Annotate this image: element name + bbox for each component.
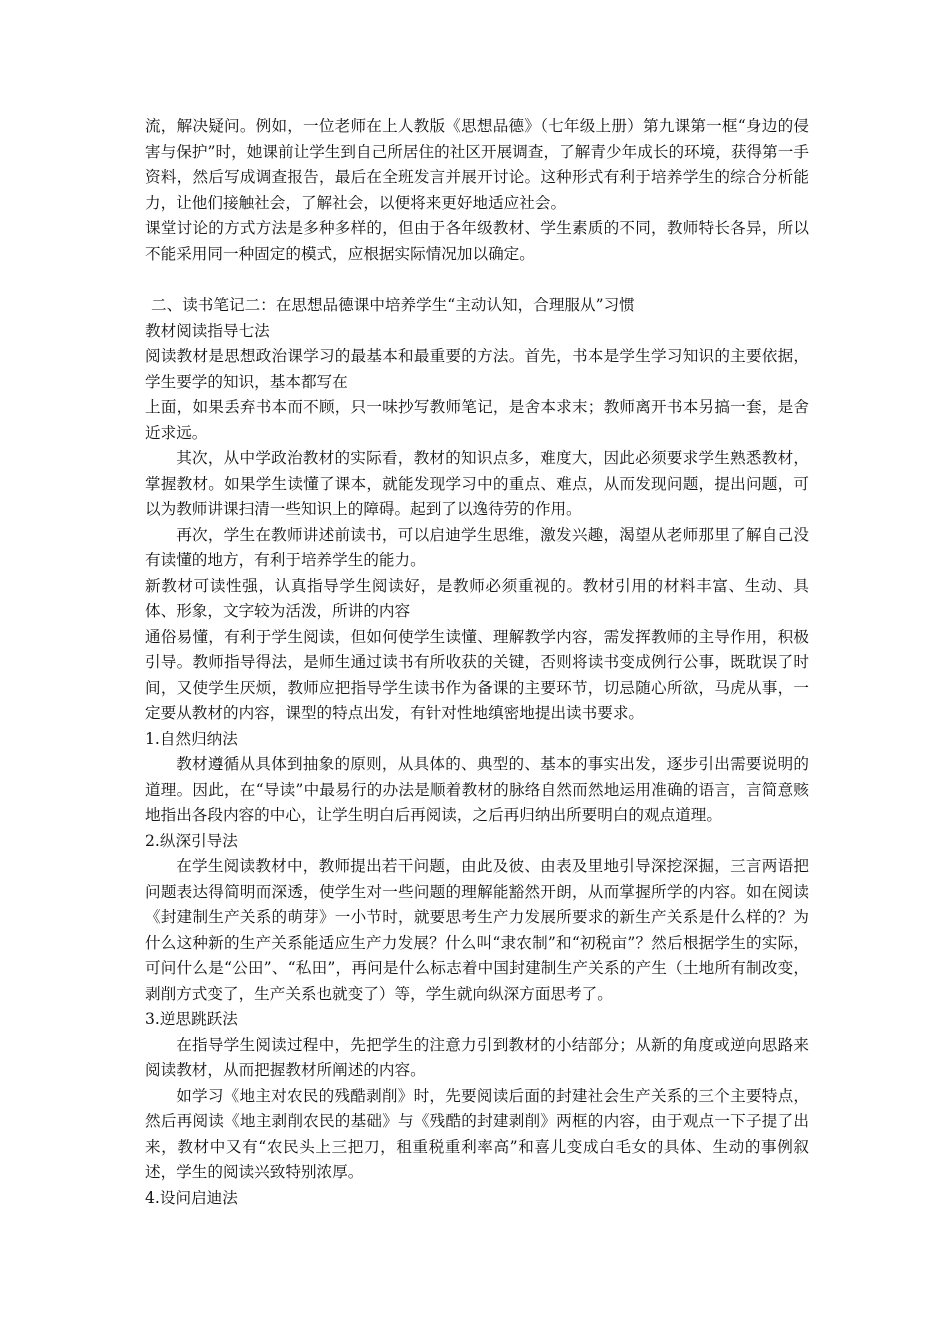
section-heading-reading-notes: 二、读书笔记二：在思想品德课中培养学生“主动认知，合理服从”习惯 <box>151 296 635 314</box>
document-body <box>145 114 809 1211</box>
method-heading-2: 2.纵深引导法 <box>145 831 238 850</box>
method-heading-3: 3.逆思跳跃法 <box>145 1010 238 1028</box>
paragraph-reading-importance-cont: 上面，如果丢弃书本而不顾，只一味抄写教师笔记，是舍本求末；教师离开书本另搞一套，是舍近求远。 <box>145 398 809 442</box>
paragraph-reading-importance: 阅读教材是思想政治课学习的最基本和最重要的方法。首先，书本是学生学习知识的主要依据，学生要学的知识，基本都写在 <box>145 347 809 391</box>
paragraph-third-reason: 再次，学生在教师讲述前读书，可以启迪学生思维，激发兴趣，渴望从老师那里了解自己没有读懂的地方，有利于培养学生的能力。 <box>145 525 809 569</box>
paragraph-second-reason: 其次，从中学政治教材的实际看，教材的知识点多，难度大，因此必须要求学生熟悉教材，掌握教材。如果学生读懂了课本，就能发现学习中的重点、难点，从而发现问题，提出问题，可以为教师讲课扫清一些知识上的障碍。起到了以逸待劳的作用。 <box>145 449 809 518</box>
method-heading-1: 1.自然归纳法 <box>145 729 238 748</box>
paragraph-investigation-example: 流，解决疑问。例如，一位老师在上人教版《思想品德》（七年级上册）第九课第一框“身边的侵害与保护”时，她课前让学生到自己所居住的社区开展调查，了解青少年成长的环境，获得第一手资料，然后写成调查报告，最后在全班发言并展开讨论。这种形式有利于培养学生的综合分析能力，让他们接触社会，了解社会，以便将来更好地适应社会。 <box>145 117 809 212</box>
blank-line <box>145 267 809 293</box>
paragraph-discussion-methods: 课堂讨论的方式方法是多种多样的，但由于各年级教材、学生素质的不同，教师特长各异，所以不能采用同一种固定的模式，应根据实际情况加以确定。 <box>145 219 809 263</box>
method-heading-4: 4.设问启迪法 <box>145 1188 238 1207</box>
method-body-3-example: 如学习《地主对农民的残酷剥削》时，先要阅读后面的封建社会生产关系的三个主要特点，然后再阅读《地主剥削农民的基础》与《残酷的封建剥削》两框的内容，由于观点一下子提了出来，教材中又有“农民头上三把刀，租重税重利率高”和喜儿变成白毛女的具体、生动的事例叙述，学生的阅读兴致特别浓厚。 <box>145 1086 809 1181</box>
paragraph-new-textbook: 新教材可读性强，认真指导学生阅读好，是教师必须重视的。教材引用的材料丰富、生动、具体、形象，文字较为活泼，所讲的内容 <box>145 576 809 620</box>
paragraph-teacher-guidance: 通俗易懂，有利于学生阅读，但如何使学生读懂、理解教学内容，需发挥教师的主导作用，积极引导。教师指导得法，是师生通过读书有所收获的关键，否则将读书变成例行公事，既耽误了时间，又使学生厌烦，教师应把指导学生读书作为备课的主要环节，切忌随心所欲，马虎从事，一定要从教材的内容，课型的特点出发，有针对性地缜密地提出读书要求。 <box>145 627 809 722</box>
method-body-1: 教材遵循从具体到抽象的原则，从具体的、典型的、基本的事实出发，逐步引出需要说明的道理。因此，在“导读”中最易行的办法是顺着教材的脉络自然而然地运用准确的语言，言简意赅地指出各段内容的中心，让学生明白后再阅读，之后再归纳出所要明白的观点道理。 <box>145 755 809 824</box>
method-body-2: 在学生阅读教材中，教师提出若干问题，由此及彼、由表及里地引导深挖深掘，三言两语把问题表达得简明而深透，使学生对一些问题的理解能豁然开朗，从而掌握所学的内容。如在阅读《封建制生产关系的萌芽》一小节时，就要思考生产力发展所要求的新生产关系是什么样的？为什么这种新的生产关系能适应生产力发展？什么叫“隶农制”和“初税亩”？然后根据学生的实际，可问什么是“公田”、“私田”，再问是什么标志着中国封建制生产关系的产生（土地所有制改变，剥削方式变了，生产关系也就变了）等，学生就向纵深方面思考了。 <box>145 857 809 1003</box>
method-body-3: 在指导学生阅读过程中，先把学生的注意力引到教材的小结部分；从新的角度或逆向思路来阅读教材，从而把握教材所阐述的内容。 <box>145 1035 809 1079</box>
subheading-seven-methods: 教材阅读指导七法 <box>145 321 270 340</box>
